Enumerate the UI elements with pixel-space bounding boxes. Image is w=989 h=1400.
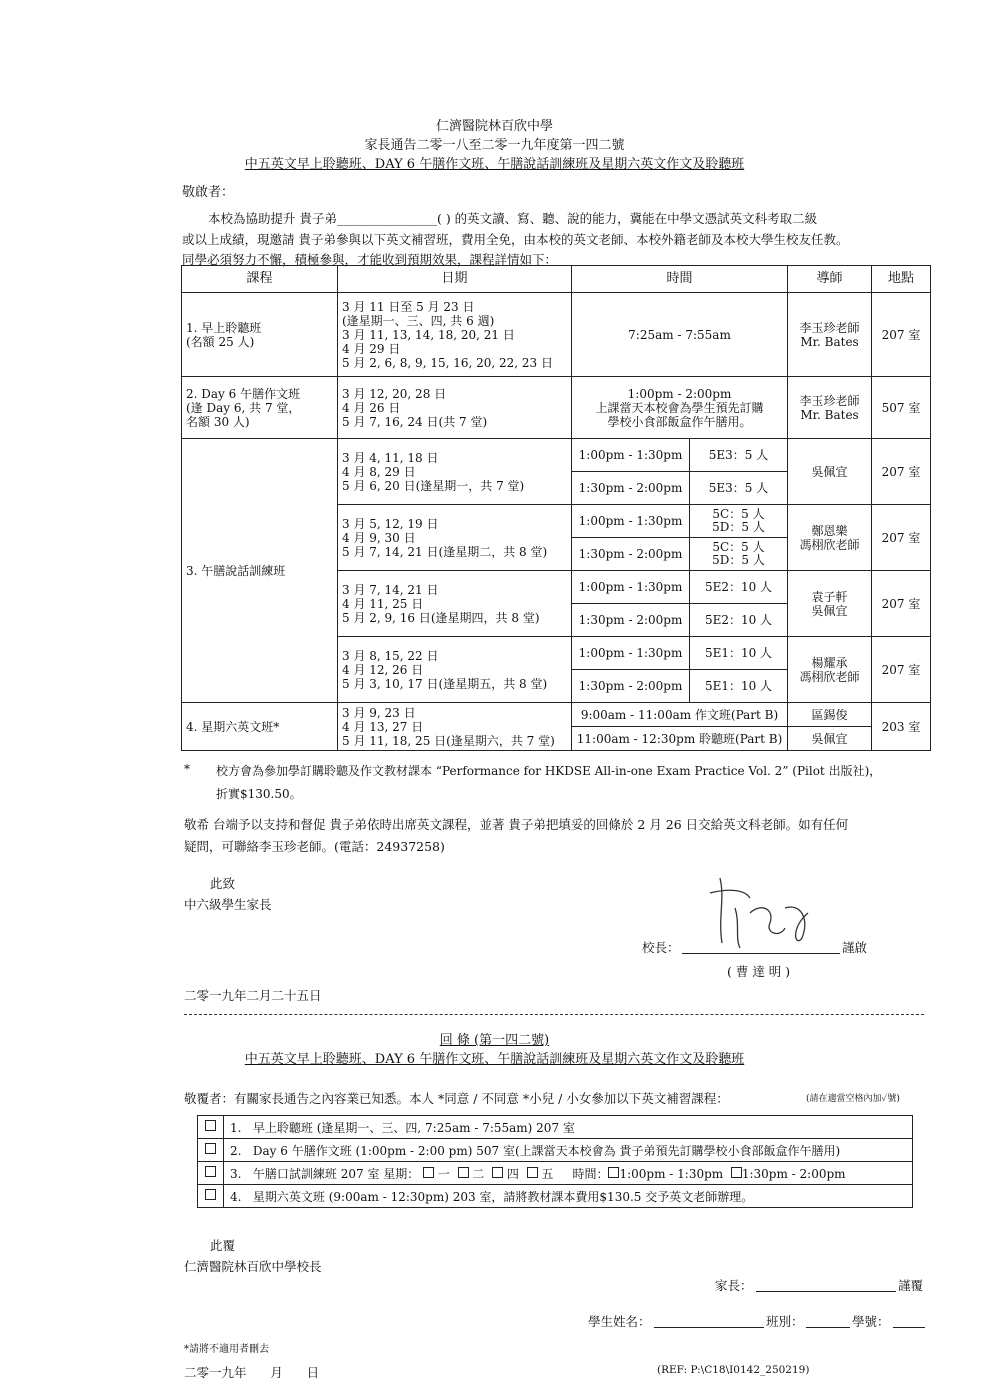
course-3-name: 3. 午膳說話訓練班 <box>182 439 338 703</box>
course-3-tutor-tue: 鄭恩樂 馮栩欣老師 <box>788 505 872 571</box>
course-1-tutor: 李玉珍老師 Mr. Bates <box>788 293 872 377</box>
option-number: 2. <box>230 1143 242 1158</box>
day-label: 四 <box>506 1166 519 1181</box>
footnote-line-2: 折實$130.50。 <box>216 787 302 801</box>
time-checkbox-1[interactable] <box>608 1167 619 1178</box>
option-number: 4. <box>230 1189 242 1204</box>
course-4-name: 4. 星期六英文班* <box>182 703 338 751</box>
course-2-dates: 3 月 12, 20, 28 日 4 月 26 日 5 月 7, 16, 24 日(共 7 堂) <box>338 377 572 439</box>
option-text: 星期六英文班 (9:00am - 12:30pm) 203 室，請將教材課本費用$130.5 交予英文老師辦理。 <box>252 1189 754 1204</box>
day-checkbox-fri[interactable] <box>527 1167 538 1178</box>
option-number: 1. <box>230 1120 242 1135</box>
request-line-1: 敬希 台端予以支持和督促 貴子弟依時出席英文課程，並著 貴子弟把填妥的回條於 2 月 26 日交給英文科老師。如有任何 <box>184 817 849 832</box>
option-3-checkbox[interactable] <box>205 1166 216 1177</box>
parent-signature-field[interactable] <box>756 1277 896 1292</box>
student-name-label: 學生姓名： <box>588 1314 651 1329</box>
course-1-dates: 3 月 11 日至 5 月 23 日 (逢星期一、三、四, 共 6 週) 3 月 11, 13, 14, 18, 20, 21 日 4 月 29 日 5 月 2, 6, 8, 9, 15, 16, 20, 22, 23 日 <box>338 293 572 377</box>
reply-statement-note: (請在適當空格內加✓號) <box>806 1094 900 1104</box>
course-4-slot-1: 9:00am - 11:00am 作文班(Part B) <box>572 703 788 727</box>
tear-off-line <box>184 1014 924 1015</box>
course-1-room: 207 室 <box>872 293 931 377</box>
reply-subject: 中五英文早上聆聽班、DAY 6 午膳作文班、午膳說話訓練班及星期六英文作文及聆聽班 <box>244 1052 745 1067</box>
slot-time: 1:30pm - 2:00pm <box>572 472 690 505</box>
salutation: 敬啟者： <box>182 185 235 200</box>
footnote-line-1: 校方會為參加學訂購聆聽及作文教材課本 “Performance for HKDSE All-in-one Exam Practice Vol. 2” (Pilot 出版社)， <box>216 764 882 778</box>
reply-statement: 敬覆者：有關家長通告之內容業已知悉。本人 *同意 / 不同意 *小兒 / 小女參加以下英文補習課程： <box>184 1091 729 1106</box>
slot-class: 5E1：10 人 <box>690 670 788 703</box>
table-row <box>182 377 931 439</box>
slot-time: 1:00pm - 1:30pm <box>572 505 690 538</box>
day-checkbox-tue[interactable] <box>458 1167 469 1178</box>
course-table <box>181 265 931 751</box>
reply-cifu: 此覆 <box>210 1238 236 1253</box>
request-line-2: 疑問，可聯絡李玉珍老師。(電話：24937258) <box>184 839 445 854</box>
course-3-room-mon: 207 室 <box>872 439 931 505</box>
slot-class: 5E2：10 人 <box>690 604 788 637</box>
principal-respect: 謹啟 <box>842 940 868 955</box>
number-field[interactable] <box>893 1313 925 1328</box>
course-3-dates-tue: 3 月 5, 12, 19 日 4 月 9, 30 日 5 月 7, 14, 21 日(逢星期二，共 8 堂) <box>338 505 572 571</box>
table-row <box>182 439 931 472</box>
course-2-name: 2. Day 6 午膳作文班 (逢 Day 6, 共 7 堂， 名額 30 人) <box>182 377 338 439</box>
time-label: 時間： <box>572 1166 609 1181</box>
time-option: 1:00pm - 1:30pm <box>619 1166 724 1181</box>
day-label: 二 <box>472 1166 485 1181</box>
day-checkbox-mon[interactable] <box>423 1167 434 1178</box>
course-3-room-fri: 207 室 <box>872 637 931 703</box>
course-3-room-thu: 207 室 <box>872 571 931 637</box>
notice-number: 家長通告二零一八至二零一九年度第一四二號 <box>364 138 625 153</box>
parent-label: 家長： <box>715 1278 753 1293</box>
course-4-room: 203 室 <box>872 703 931 751</box>
intro-line-3: 同學必須努力不懈，積極參與，才能收到預期效果，課程詳情如下： <box>182 252 558 267</box>
course-4-tutor-2: 吳佩宜 <box>788 727 872 751</box>
slot-class: 5E2：10 人 <box>690 571 788 604</box>
number-label: 學號： <box>852 1314 890 1329</box>
slot-time: 1:00pm - 1:30pm <box>572 571 690 604</box>
school-name: 仁濟醫院林百欣中學 <box>435 119 553 134</box>
slot-class: 5C：5 人 5D：5 人 <box>690 505 788 538</box>
course-2-tutor: 李玉珍老師 Mr. Bates <box>788 377 872 439</box>
header-date: 日期 <box>338 266 572 293</box>
course-4-slot-2: 11:00am - 12:30pm 聆聽班(Part B) <box>572 727 788 751</box>
course-3-dates-mon: 3 月 4, 11, 18 日 4 月 8, 29 日 5 月 6, 20 日(逢星期一，共 7 堂) <box>338 439 572 505</box>
principal-label: 校長： <box>642 940 680 955</box>
option-text: Day 6 午膳作文班 (1:00pm - 2:00 pm) 507 室(上課當天本校會為 貴子弟預先訂購學校小食部飯盒作午膳用) <box>252 1143 841 1158</box>
header-tutor: 導師 <box>788 266 872 293</box>
student-name-field[interactable] <box>654 1313 764 1328</box>
course-3-dates-fri: 3 月 8, 15, 22 日 4 月 12, 26 日 5 月 3, 10, 17 日(逢星期五，共 8 堂) <box>338 637 572 703</box>
slot-time: 1:00pm - 1:30pm <box>572 439 690 472</box>
parent-respect: 謹覆 <box>898 1278 924 1293</box>
day-checkbox-thu[interactable] <box>492 1167 503 1178</box>
list-item <box>198 1185 913 1208</box>
table-row <box>182 293 931 377</box>
option-4-checkbox[interactable] <box>205 1189 216 1200</box>
course-3-tutor-mon: 吳佩宜 <box>788 439 872 505</box>
course-4-tutor-1: 區錫俊 <box>788 703 872 727</box>
closing-recipient: 中六級學生家長 <box>184 897 272 912</box>
table-header-row <box>182 266 931 293</box>
course-1-time: 7:25am - 7:55am <box>572 293 788 377</box>
slot-time: 1:00pm - 1:30pm <box>572 637 690 670</box>
time-checkbox-2[interactable] <box>731 1167 742 1178</box>
course-3-tutor-fri: 楊耀承 馮栩欣老師 <box>788 637 872 703</box>
slot-time: 1:30pm - 2:00pm <box>572 670 690 703</box>
course-2-room: 507 室 <box>872 377 931 439</box>
slot-class: 5E3：5 人 <box>690 472 788 505</box>
intro-line-2: 或以上成績，現邀請 貴子弟參與以下英文補習班，費用全免，由本校的英文老師、本校外籍老師及本校大學生校友任教。 <box>182 232 849 247</box>
slot-time: 1:30pm - 2:00pm <box>572 538 690 571</box>
day-label: 一 <box>437 1166 450 1181</box>
course-3-tutor-thu: 袁子軒 吳佩宜 <box>788 571 872 637</box>
slot-class: 5E3：5 人 <box>690 439 788 472</box>
list-item <box>198 1116 913 1139</box>
closing-zhizhi: 此致 <box>210 876 236 891</box>
list-item <box>198 1139 913 1162</box>
class-field[interactable] <box>806 1313 850 1328</box>
course-4-dates: 3 月 9, 23 日 4 月 13, 27 日 5 月 11, 18, 25 日(逢星期六，共 7 堂) <box>338 703 572 751</box>
header-time: 時間 <box>572 266 788 293</box>
option-text: 早上聆聽班 (逢星期一、三、四, 7:25am - 7:55am) 207 室 <box>252 1120 575 1135</box>
reply-options-table <box>197 1115 913 1208</box>
reply-title: 回 條 (第一四二號) <box>439 1033 550 1048</box>
notice-subject: 中五英文早上聆聽班、DAY 6 午膳作文班、午膳說話訓練班及星期六英文作文及聆聽班 <box>244 157 745 172</box>
slot-time: 1:30pm - 2:00pm <box>572 604 690 637</box>
table-row <box>182 703 931 727</box>
course-2-time: 1:00pm - 2:00pm 上課當天本校會為學生預先訂購 學校小食部飯盒作午膳用。 <box>572 377 788 439</box>
option-2-checkbox[interactable] <box>205 1143 216 1154</box>
day-label: 五 <box>541 1166 554 1181</box>
course-3-dates-thu: 3 月 7, 14, 21 日 4 月 11, 25 日 5 月 2, 9, 16 日(逢星期四，共 8 堂) <box>338 571 572 637</box>
reference-code: (REF: P:\C18\I0142_250219) <box>657 1364 810 1376</box>
option-text: 午膳口試訓練班 207 室 星期： <box>252 1166 420 1181</box>
slot-class: 5E1：10 人 <box>690 637 788 670</box>
delete-note: *請將不適用者刪去 <box>184 1344 269 1355</box>
header-room: 地點 <box>872 266 931 293</box>
class-label: 班別： <box>766 1314 804 1329</box>
header-course: 課程 <box>182 266 338 293</box>
reply-to: 仁濟醫院林百欣中學校長 <box>184 1259 322 1274</box>
notice-date: 二零一九年二月二十五日 <box>184 988 322 1003</box>
principal-name: ( 曹 達 明 ) <box>727 964 791 979</box>
intro-line-1: 本校為協助提升 貴子弟________________( ) 的英文讀、寫、聽、說的能力，冀能在中學文憑試英文科考取二級 <box>208 211 818 226</box>
option-1-checkbox[interactable] <box>205 1120 216 1131</box>
slot-class: 5C：5 人 5D：5 人 <box>690 538 788 571</box>
course-3-room-tue: 207 室 <box>872 505 931 571</box>
course-1-name: 1. 早上聆聽班 (名額 25 人) <box>182 293 338 377</box>
footnote-mark: * <box>184 762 190 776</box>
principal-signature-line <box>682 939 840 954</box>
list-item <box>198 1162 913 1185</box>
option-number: 3. <box>230 1166 242 1181</box>
reply-date: 二零一九年 月 日 <box>184 1365 320 1380</box>
time-option: 1:30pm - 2:00pm <box>741 1166 846 1181</box>
